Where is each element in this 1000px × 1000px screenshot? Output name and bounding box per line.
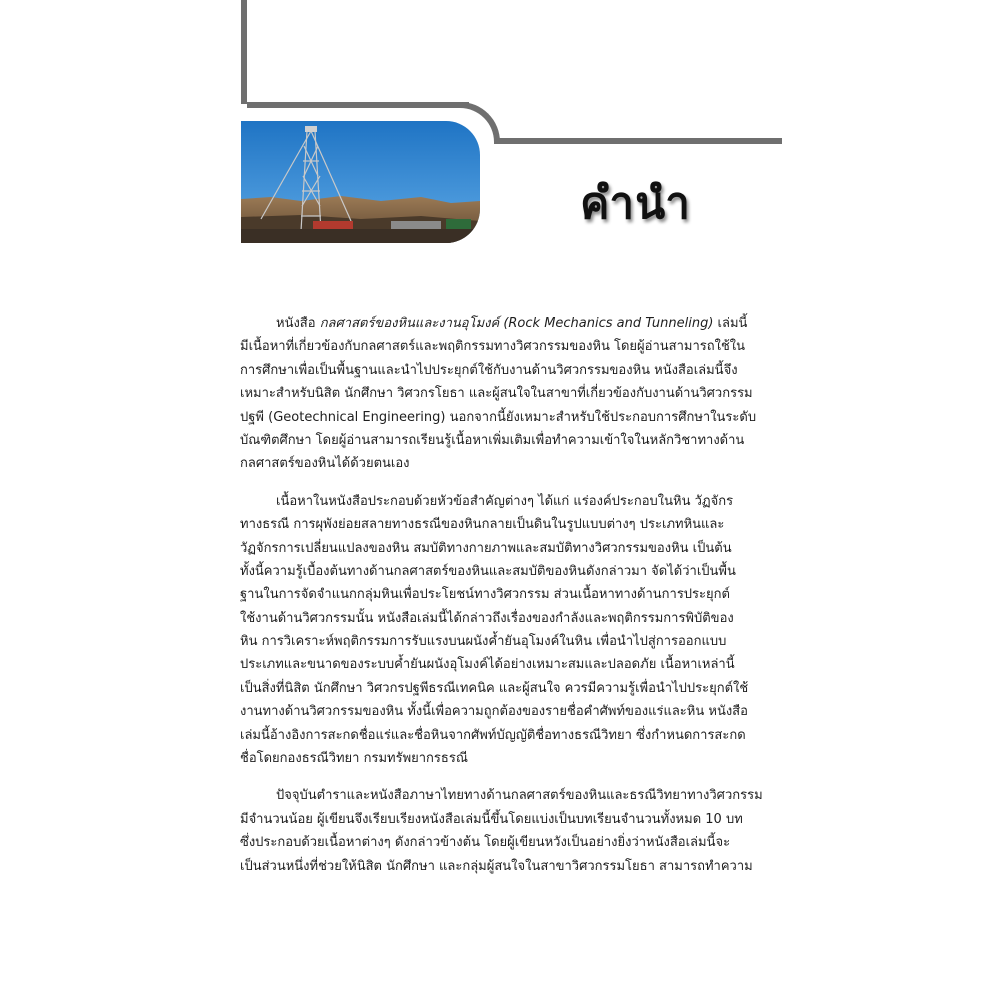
paragraph-line: ชื่อโดยกองธรณีวิทยา กรมทรัพยากรธรณี [240, 751, 468, 767]
preface-body [240, 312, 788, 892]
paragraph-line: เหมาะสำหรับนิสิต นักศึกษา วิศวกรโยธา และผู้สนใจในสาขาที่เกี่ยวข้องกับงานด้านวิศวกรรม [240, 386, 753, 402]
paragraph-line: วัฏจักรการเปลี่ยนแปลงของหิน สมบัติทางกายภาพและสมบัติทางวิศวกรรมของหิน เป็นต้น [240, 540, 732, 556]
paragraph-line: ซึ่งประกอบด้วยเนื้อหาต่างๆ ดังกล่าวข้างต้น โดยผู้เขียนหวังเป็นอย่างยิ่งว่าหนังสือเล่มนี้จะ [240, 835, 731, 851]
paragraph-line: บัณฑิตศึกษา โดยผู้อ่านสามารถเรียนรู้เนื้อหาเพิ่มเติมเพื่อทำความเข้าใจในหลักวิชาทางด้าน [240, 432, 745, 448]
paragraph-line: ทางธรณี การผุพังย่อยสลายทางธรณีของหินกลายเป็นดินในรูปแบบต่างๆ ประเภทหินและ [240, 517, 725, 533]
paragraph-2 [240, 490, 788, 771]
paragraph-3 [240, 784, 788, 878]
paragraph-line: หิน การวิเคราะห์พฤติกรรมการรับแรงบนผนังค้ำยันอุโมงค์ในหิน เพื่อนำไปสู่การออกแบบ [240, 634, 727, 650]
paragraph-line: การศึกษาเพื่อเป็นพื้นฐานและนำไปประยุกต์ใช้กับงานด้านวิศวกรรมของหิน หนังสือเล่มนี้จึง [240, 362, 738, 378]
frame-vertical-line [241, 0, 247, 104]
paragraph-line: ฐานในการจัดจำแนกกลุ่มหินเพื่อประโยชน์ทางวิศวกรรม ส่วนเนื้อหาทางด้านการประยุกต์ [240, 587, 730, 603]
paragraph-line: งานทางด้านวิศวกรรมของหิน ทั้งนี้เพื่อความถูกต้องของรายชื่อคำศัพท์ของแร่และหิน หนังสือ [240, 704, 748, 720]
frame-horizontal-line [247, 102, 469, 108]
paragraph-line: ปฐพี (Geotechnical Engineering) นอกจากนี้ยังเหมาะสำหรับใช้ประกอบการศึกษาในระดับ [240, 409, 757, 425]
paragraph-line: เป็นสิ่งที่นิสิต นักศึกษา วิศวกรปฐพีธรณีเทคนิค และผู้สนใจ ควรมีความรู้เพื่อนำไปประยุกต์ใช้ [240, 680, 749, 696]
paragraph-line: ใช้งานด้านวิศวกรรมนั้น หนังสือเล่มนี้ได้กล่าวถึงเรื่องของกำลังและพฤติกรรมการพิบัติของ [240, 610, 734, 626]
paragraph-line: ประเภทและขนาดของระบบค้ำยันผนังอุโมงค์ได้อย่างเหมาะสมและปลอดภัย เนื้อหาเหล่านี้ [240, 657, 735, 673]
paragraph-line: ปัจจุบันตำราและหนังสือภาษาไทยทางด้านกลศาสตร์ของหินและธรณีวิทยาทางวิศวกรรม [276, 788, 763, 804]
frame-right-line [494, 138, 782, 144]
text-suffix: เล่มนี้ [713, 316, 748, 331]
paragraph-line: เป็นส่วนหนึ่งที่ช่วยให้นิสิต นักศึกษา และกลุ่มผู้สนใจในสาขาวิศวกรรมโยธา สามารถทำความ [240, 858, 753, 874]
paragraph-line: มีจำนวนน้อย ผู้เขียนจึงเรียบเรียงหนังสือเล่มนี้ขึ้นโดยแบ่งเป็นบทเรียนจำนวนทั้งหมด 10 บท [240, 811, 743, 827]
paragraph-line [240, 312, 788, 335]
paragraph-line: ทั้งนี้ความรู้เบื้องต้นทางด้านกลศาสตร์ของหินและสมบัติของหินดังกล่าวมา จัดได้ว่าเป็นพื้น [240, 563, 736, 579]
paragraph-line: กลศาสตร์ของหินได้ด้วยตนเอง [240, 456, 410, 472]
paragraph-1 [240, 312, 788, 476]
paragraph-line: มีเนื้อหาที่เกี่ยวข้องกับกลศาสตร์และพฤติกรรมทางวิศวกรรมของหิน โดยผู้อ่านสามารถใช้ใน [240, 339, 746, 355]
paragraph-line: เล่มนี้อ้างอิงการสะกดชื่อแร่และชื่อหินจากศัพท์บัญญัติชื่อทางธรณีวิทยา ซึ่งกำหนดการสะกด [240, 727, 746, 743]
book-title-italic: กลศาสตร์ของหินและงานอุโมงค์ (Rock Mechanics and Tunneling) [319, 316, 714, 331]
drilling-rig-image [241, 121, 480, 243]
paragraph-line: เนื้อหาในหนังสือประกอบด้วยหัวข้อสำคัญต่างๆ ได้แก่ แร่องค์ประกอบในหิน วัฏจักร [276, 493, 734, 509]
page-title: คำนำ [580, 178, 691, 229]
drilling-rig-photo [241, 121, 480, 243]
text-prefix: หนังสือ [276, 316, 320, 331]
